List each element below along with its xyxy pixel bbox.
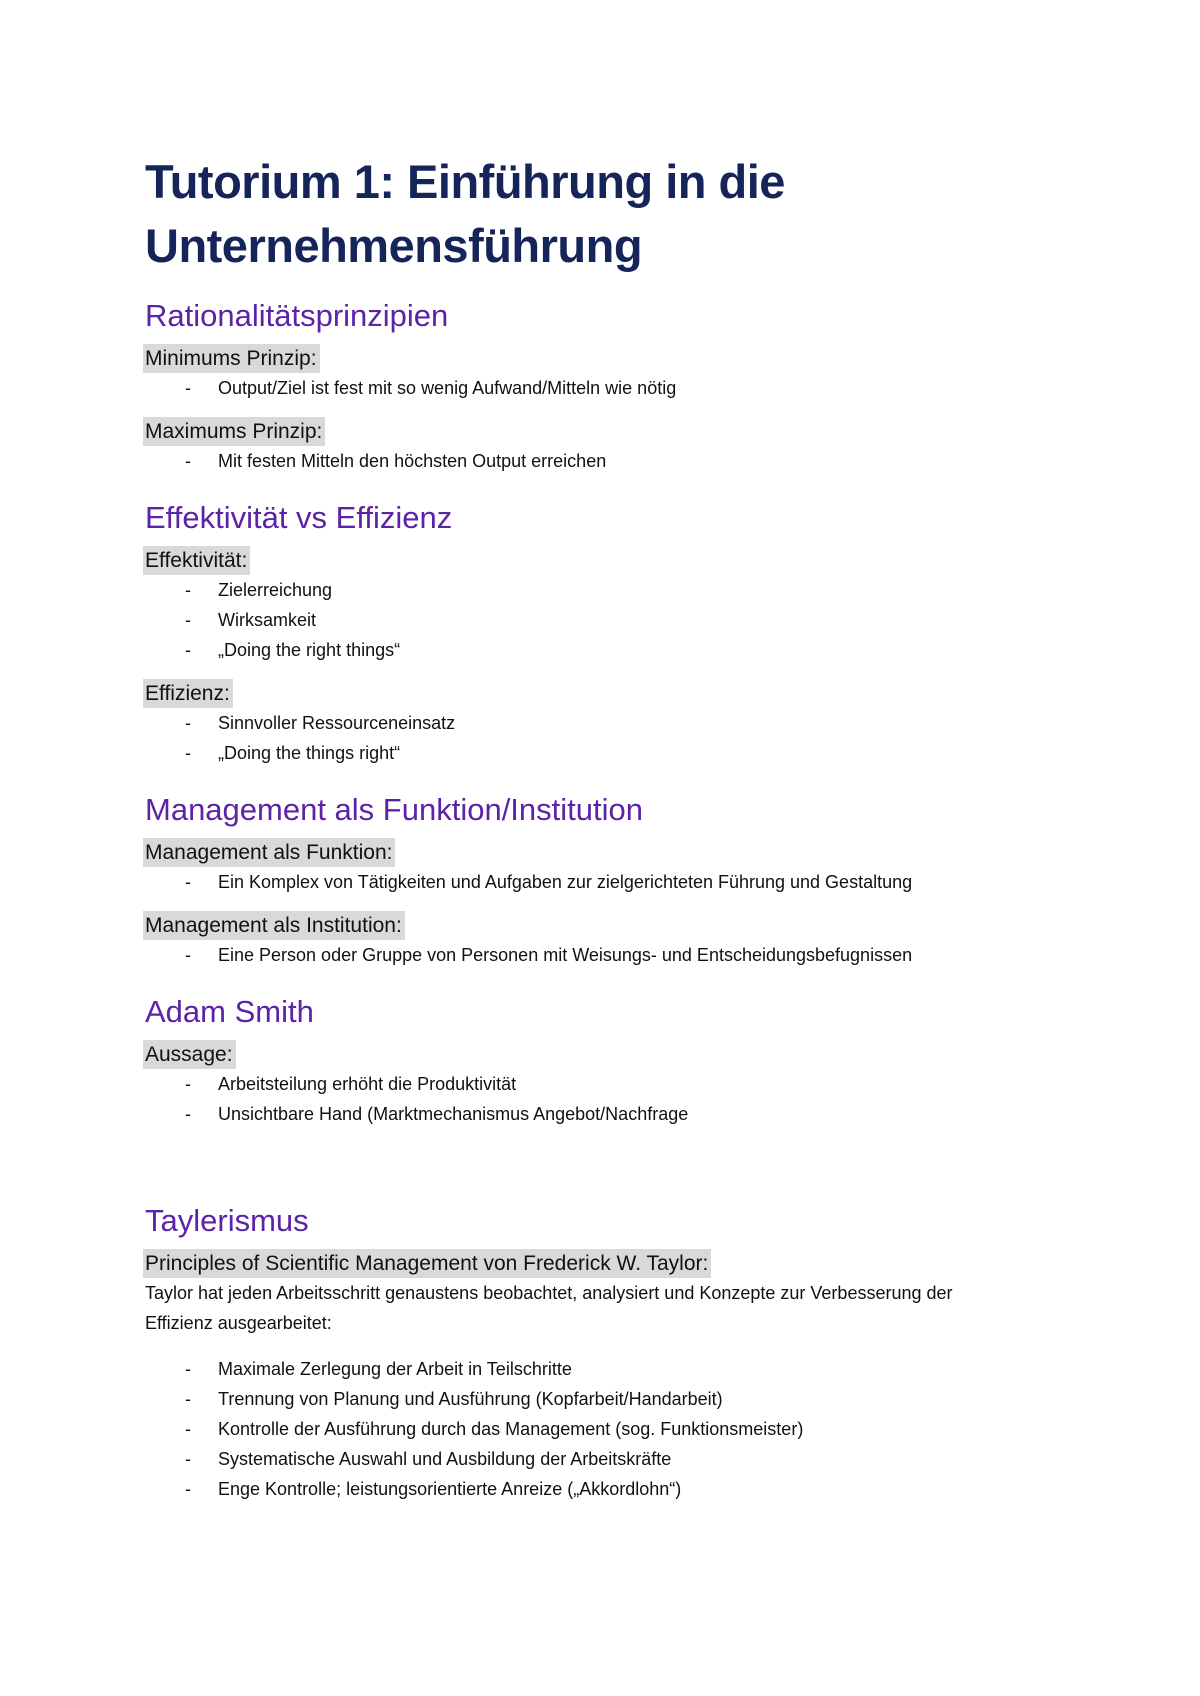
subheading-principles: Principles of Scientific Management von Frederick W. Taylor: [143, 1249, 711, 1278]
document-title [145, 150, 1075, 278]
section-adam-smith [145, 992, 1075, 1129]
list-item: - Trennung von Planung und Ausführung (Kopfarbeit/Handarbeit) [185, 1389, 723, 1409]
subheading-aussage: Aussage: [143, 1040, 236, 1069]
list-item: - Wirksamkeit [185, 610, 316, 630]
section-effektivitaet [145, 498, 1075, 768]
section-rationalitaet [145, 296, 1075, 476]
list-effizienz [145, 708, 1075, 768]
section-heading: Effektivität vs Effizienz [145, 500, 453, 535]
list-item: - „Doing the things right“ [185, 743, 401, 763]
title-line-1: Tutorium 1: Einführung in die [145, 155, 785, 208]
subheading-effektivitaet: Effektivität: [143, 546, 250, 575]
list-item: - Systematische Auswahl und Ausbildung der Arbeitskräfte [185, 1449, 672, 1469]
list-item: - Zielerreichung [185, 580, 333, 600]
list-item: - Output/Ziel ist fest mit so wenig Aufwand/Mitteln wie nötig [185, 378, 677, 398]
list-effektivitaet [145, 575, 1075, 665]
section-taylerismus [145, 1201, 1075, 1504]
section-heading: Management als Funktion/Institution [145, 792, 643, 827]
list-item: - Eine Person oder Gruppe von Personen mit Weisungs- und Entscheidungsbefugnissen [185, 945, 913, 965]
list-maximum [145, 446, 1075, 476]
list-funktion [145, 867, 1075, 897]
list-principles [145, 1354, 1075, 1504]
list-institution [145, 940, 1075, 970]
section-heading: Rationalitätsprinzipien [145, 298, 449, 333]
section-heading: Adam Smith [145, 994, 314, 1029]
list-item: - Maximale Zerlegung der Arbeit in Teilschritte [185, 1359, 572, 1379]
subheading-minimum: Minimums Prinzip: [143, 344, 320, 373]
list-item: - Arbeitsteilung erhöht die Produktivität [185, 1074, 517, 1094]
document-content [145, 150, 1075, 1504]
list-item: - Ein Komplex von Tätigkeiten und Aufgaben zur zielgerichteten Führung und Gestaltung [185, 872, 913, 892]
subheading-maximum: Maximums Prinzip: [143, 417, 325, 446]
list-item: - Kontrolle der Ausführung durch das Management (sog. Funktionsmeister) [185, 1419, 804, 1439]
section-management [145, 790, 1075, 970]
list-item: - Enge Kontrolle; leistungsorientierte Anreize („Akkordlohn“) [185, 1479, 682, 1499]
subheading-effizienz: Effizienz: [143, 679, 233, 708]
list-aussage [145, 1069, 1075, 1129]
list-item: - Unsichtbare Hand (Marktmechanismus Angebot/Nachfrage [185, 1104, 689, 1124]
list-minimum [145, 373, 1075, 403]
section-heading: Taylerismus [145, 1203, 309, 1238]
list-item: - Sinnvoller Ressourceneinsatz [185, 713, 456, 733]
list-item: - „Doing the right things“ [185, 640, 401, 660]
subheading-institution: Management als Institution: [143, 911, 405, 940]
subheading-funktion: Management als Funktion: [143, 838, 395, 867]
list-item: - Mit festen Mitteln den höchsten Output erreichen [185, 451, 607, 471]
title-line-2: Unternehmensführung [145, 219, 643, 272]
paragraph: Taylor hat jeden Arbeitsschritt genaustens beobachtet, analysiert und Konzepte zur Verbesserung der Effizienz ausgearbeitet: [145, 1283, 953, 1333]
